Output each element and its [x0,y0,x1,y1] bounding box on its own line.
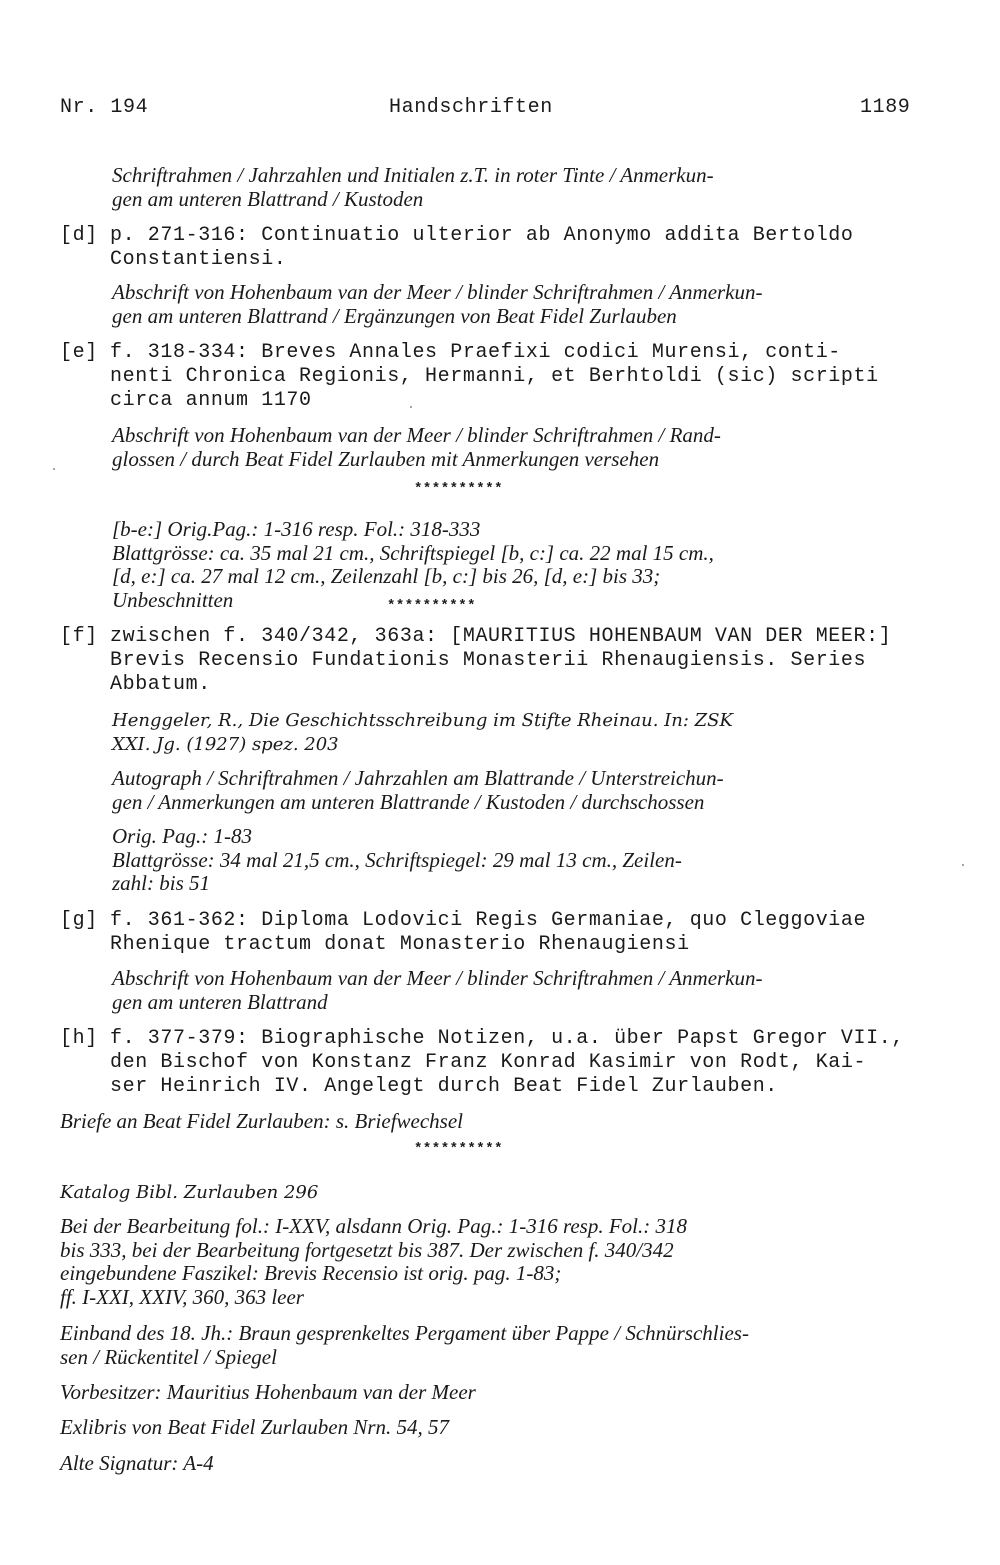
entry-f-label: [f] [60,625,98,648]
intro-note-line: Schriftrahmen / Jahrzahlen und Initialen z.T. in roter Tinte / Anmerkun- [112,163,714,187]
entry-f-line: zwischen f. 340/342, 363a: [MAURITIUS HOHENBAUM VAN DER MEER:] [110,625,892,648]
letters-note: Briefe an Beat Fidel Zurlauben: s. Briefwechsel [60,1109,463,1133]
entry-f-details-line: Orig. Pag.: 1-83 [112,824,252,848]
entry-d-note-line: gen am unteren Blattrand / Ergänzungen von Beat Fidel Zurlauben [112,303,677,328]
separator-stars: ********** [414,481,504,497]
entry-f-details-line: zahl: bis 51 [112,871,211,895]
intro-note-line: gen am unteren Blattrand / Kustoden [112,186,424,211]
entry-d-text [110,224,854,272]
entry-h-line: ser Heinrich IV. Angelegt durch Beat Fidel Zurlauben. [110,1075,778,1098]
scan-speck [53,468,55,470]
entry-f-details-line: Blattgrösse: 34 mal 21,5 cm., Schriftspiegel: 29 mal 13 cm., Zeilen- [112,847,682,872]
scan-speck [962,864,964,866]
entry-e-line: nenti Chronica Regionis, Hermanni, et Berhtoldi (sic) scripti [110,365,879,388]
entry-d-label: [d] [60,224,98,247]
separator-stars: ********** [387,598,477,614]
entry-f-line: Brevis Recensio Fundationis Monasterii Rhenaugiensis. Series [110,649,867,672]
catalog-reference: Katalog Bibl. Zurlauben 296 [60,1182,319,1203]
entry-f-reference-line: XXI. Jg. (1927) spez. 203 [112,733,339,755]
foliation-line: Bei der Bearbeitung fol.: I-XXV, alsdann Orig. Pag.: 1-316 resp. Fol.: 318 [60,1214,687,1238]
entry-h-line: den Bischof von Konstanz Franz Konrad Kasimir von Rodt, Kai- [110,1051,867,1074]
entry-e-text [110,341,879,413]
foliation-line: bis 333, bei der Bearbeitung fortgesetzt bis 387. Der zwischen f. 340/342 [60,1237,674,1262]
binding [60,1322,749,1369]
entry-h-label: [h] [60,1027,98,1050]
summary-be-line: Unbeschnitten [112,587,234,612]
entry-e-note-line: glossen / durch Beat Fidel Zurlauben mit Anmerkungen versehen [112,446,660,471]
entry-f-text [110,625,891,697]
entry-g-note-line: gen am unteren Blattrand [112,989,328,1014]
entry-e-note-line: Abschrift von Hohenbaum van der Meer / blinder Schriftrahmen / Rand- [112,423,721,447]
intro-note [112,164,714,211]
header-page-number: 1189 [860,96,911,119]
scan-speck [410,406,412,408]
entry-e-label: [e] [60,341,98,364]
exlibris: Exlibris von Beat Fidel Zurlauben Nrn. 54, 57 [60,1415,450,1439]
entry-d-line: p. 271-316: Continuatio ulterior ab Anonymo addita Bertoldo [110,224,854,247]
entry-h-line: f. 377-379: Biographische Notizen, u.a. über Papst Gregor VII., [110,1027,904,1050]
entry-f-note-line: Autograph / Schriftrahmen / Jahrzahlen am Blattrande / Unterstreichun- [112,766,724,790]
foliation-line: eingebundene Faszikel: Brevis Recensio ist orig. pag. 1-83; [60,1261,562,1285]
entry-f-reference-line: Henggeler, R., Die Geschichtsschreibung im Stifte Rheinau. In: ZSK [112,710,733,731]
provenance: Vorbesitzer: Mauritius Hohenbaum van der Meer [60,1380,476,1404]
entry-e-line: f. 318-334: Breves Annales Praefixi codici Murensi, conti- [110,341,841,364]
entry-e-line: circa annum 1170 [110,389,312,412]
summary-be-line: Blattgrösse: ca. 35 mal 21 cm., Schriftspiegel [b, c:] ca. 22 mal 15 cm., [112,540,714,565]
binding-line: Einband des 18. Jh.: Braun gesprenkeltes Pergament über Pappe / Schnürschlies- [60,1321,749,1345]
entry-d-line: Constantiensi. [110,248,287,271]
entry-d-note [112,281,763,328]
entry-g-line: f. 361-362: Diploma Lodovici Regis Germaniae, quo Cleggoviae [110,909,867,932]
entry-g-label: [g] [60,909,98,932]
summary-be-line: [d, e:] ca. 27 mal 12 cm., Zeilenzahl [b, c:] bis 26, [d, e:] bis 33; [112,564,661,588]
old-signature: Alte Signatur: A-4 [60,1451,214,1475]
header-number: Nr. 194 [60,96,149,119]
entry-f-note-line: gen / Anmerkungen am unteren Blattrande / Kustoden / durchschossen [112,789,705,814]
entry-f-details [112,825,682,896]
foliation [60,1215,687,1309]
entry-g-line: Rhenique tractum donat Monasterio Rhenaugiensi [110,933,690,956]
foliation-line: ff. I-XXI, XXIV, 360, 363 leer [60,1284,304,1309]
summary-be-line: [b-e:] Orig.Pag.: 1-316 resp. Fol.: 318-333 [112,517,481,541]
entry-g-text [110,909,866,957]
binding-line: sen / Rückentitel / Spiegel [60,1344,277,1369]
entry-g-note-line: Abschrift von Hohenbaum van der Meer / blinder Schriftrahmen / Anmerkun- [112,966,763,990]
header-title: Handschriften [389,96,553,119]
entry-e-note [112,424,721,471]
separator-stars: ********** [414,1141,504,1157]
entry-f-note [112,767,724,814]
entry-h-text [110,1027,904,1099]
entry-g-note [112,967,763,1014]
entry-d-note-line: Abschrift von Hohenbaum van der Meer / blinder Schriftrahmen / Anmerkun- [112,280,763,304]
entry-f-reference [112,709,733,756]
entry-f-line: Abbatum. [110,673,211,696]
